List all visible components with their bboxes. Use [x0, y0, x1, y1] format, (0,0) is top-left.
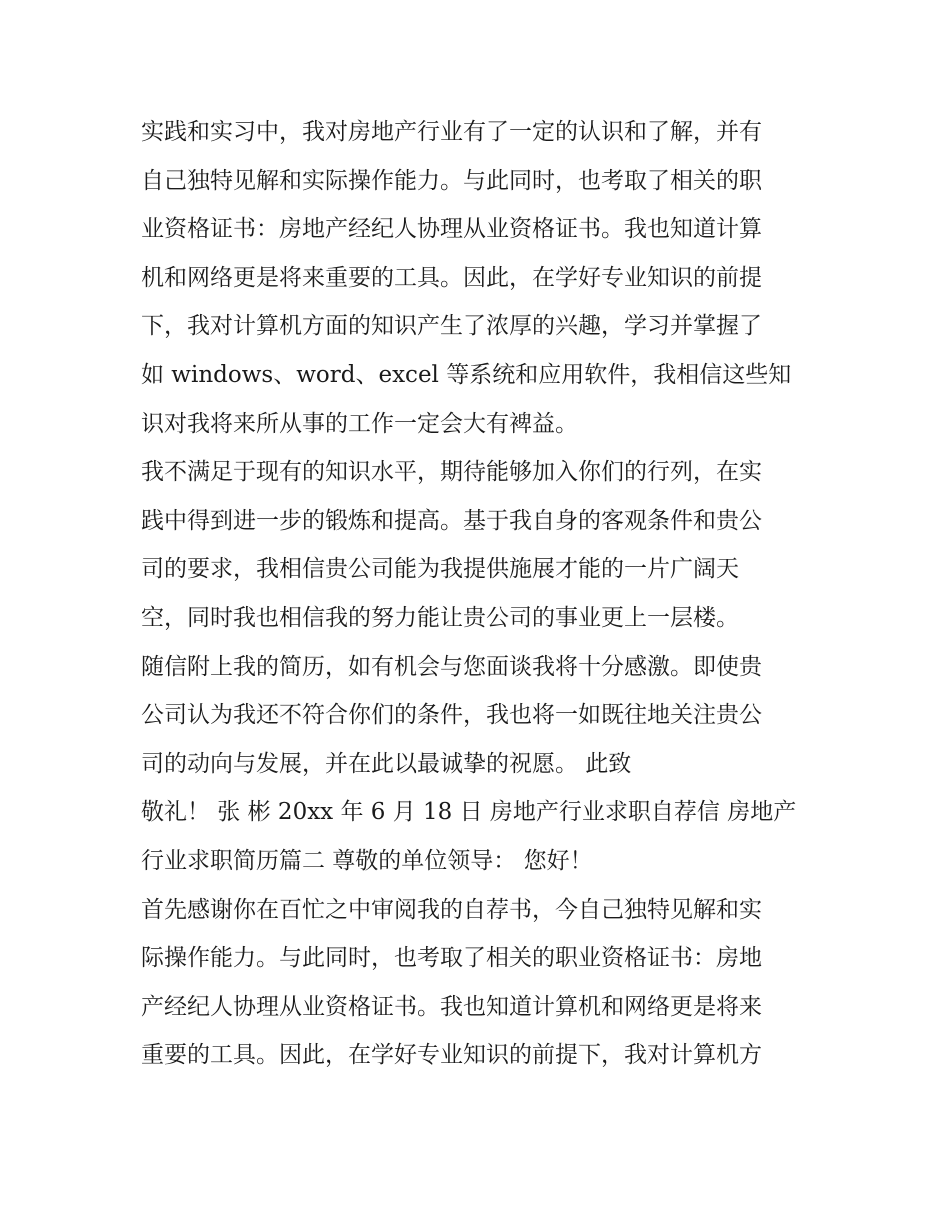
text-line: 我不满足于现有的知识水平，期待能够加入你们的行列，在实: [141, 459, 762, 486]
text-line: 识对我将来所从事的工作一定会大有裨益。: [141, 410, 578, 437]
text-line: 公司认为我还不符合你们的条件，我也将一如既往地关注贵公: [141, 702, 762, 729]
text-line: 实践和实习中，我对房地产行业有了一定的认识和了解，并有: [141, 119, 762, 145]
text-line: 业资格证书：房地产经纪人协理从业资格证书。我也知道计算: [141, 216, 762, 243]
text-line: 敬礼！ 张 彬 20xx 年 6 月 18 日 房地产行业求职自荐信 房地产: [141, 799, 797, 826]
text-line: 重要的工具。因此，在学好专业知识的前提下，我对计算机方: [141, 1042, 762, 1069]
text-line: 机和网络更是将来重要的工具。因此，在学好专业知识的前提: [141, 264, 762, 291]
text-line: 如 windows、word、excel 等系统和应用软件，我相信这些知: [141, 361, 792, 388]
text-line: 自己独特见解和实际操作能力。与此同时，也考取了相关的职: [141, 167, 762, 194]
document-body: [141, 108, 821, 1080]
text-line: 行业求职简历篇二 尊敬的单位领导： 您好！: [141, 847, 593, 874]
text-line: 践中得到进一步的锻炼和提高。基于我自身的客观条件和贵公: [141, 507, 762, 534]
text-line: 下，我对计算机方面的知识产生了浓厚的兴趣，学习并掌握了: [141, 313, 762, 340]
text-line: 司的要求，我相信贵公司能为我提供施展才能的一片广阔天: [141, 556, 739, 583]
text-line: 司的动向与发展，并在此以最诚挚的祝愿。 此致: [141, 750, 632, 777]
text-line: 首先感谢你在百忙之中审阅我的自荐书，今自己独特见解和实: [141, 896, 762, 923]
text-line: 产经纪人协理从业资格证书。我也知道计算机和网络更是将来: [141, 993, 762, 1020]
text-line: 随信附上我的简历，如有机会与您面谈我将十分感激。即使贵: [141, 653, 762, 680]
text-line: 际操作能力。与此同时，也考取了相关的职业资格证书：房地: [141, 945, 762, 972]
text-line: 空，同时我也相信我的努力能让贵公司的事业更上一层楼。: [141, 604, 739, 631]
